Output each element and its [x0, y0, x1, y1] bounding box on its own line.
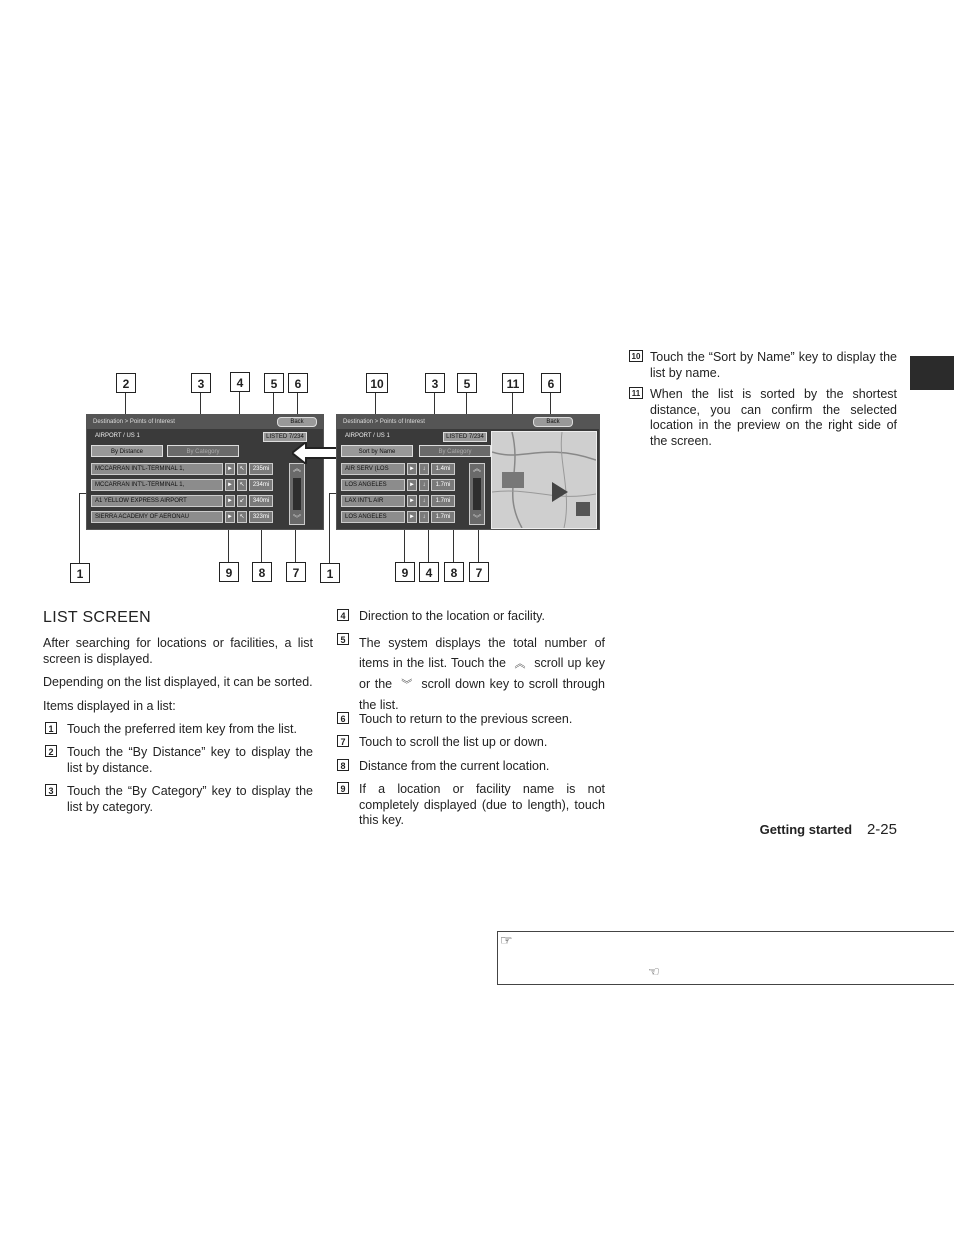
- distance-value: 323mi: [249, 511, 273, 523]
- direction-arrow-icon: ↓: [419, 479, 429, 491]
- distance-value: 1.7mi: [431, 511, 455, 523]
- item-number: 1: [45, 722, 57, 734]
- callout-9b: 9: [395, 562, 415, 582]
- direction-arrow-icon: ↖: [237, 479, 247, 491]
- callout-2: 2: [116, 373, 136, 393]
- list-item[interactable]: MCCARRAN INT'L-TERMINAL 1,: [91, 463, 223, 475]
- list-item[interactable]: MCCARRAN INT'L-TERMINAL 1,: [91, 479, 223, 491]
- list-item-description: Touch the preferred item key from the list.: [67, 722, 297, 736]
- left-screen: [86, 414, 324, 530]
- callout-1b: 1: [320, 563, 340, 583]
- list-item-description: Touch to return to the previous screen.: [359, 712, 573, 726]
- direction-arrow-icon: ↓: [419, 511, 429, 523]
- callout-6b: 6: [541, 373, 561, 393]
- item-number: 11: [629, 387, 643, 399]
- scroll-down-icon[interactable]: ︾: [473, 514, 481, 523]
- scroll-down-key-icon: ︾: [401, 679, 413, 691]
- distance-value: 1.7mi: [431, 479, 455, 491]
- list-item-description: Touch the “By Distance” key to display the list by distance.: [67, 745, 313, 775]
- expand-name-key[interactable]: ►: [225, 495, 235, 507]
- list-item-description: If a location or facility name is not completely displayed (due to length), touch this key.: [359, 782, 605, 827]
- scroll-track[interactable]: [293, 478, 301, 510]
- callout-7b: 7: [469, 562, 489, 582]
- item-number: 9: [337, 782, 349, 794]
- list-item[interactable]: A1 YELLOW EXPRESS AIRPORT: [91, 495, 223, 507]
- direction-arrow-icon: ↓: [419, 495, 429, 507]
- expand-name-key[interactable]: ►: [407, 479, 417, 491]
- callout-3: 3: [191, 373, 211, 393]
- item-number: 5: [337, 633, 349, 645]
- callout-5b: 5: [457, 373, 477, 393]
- item-number: 10: [629, 350, 643, 362]
- by-category-button[interactable]: By Category: [419, 445, 491, 457]
- list-item[interactable]: LOS ANGELES: [341, 479, 405, 491]
- item-number: 3: [45, 784, 57, 796]
- distance-value: 1.7mi: [431, 495, 455, 507]
- expand-name-key[interactable]: ►: [407, 495, 417, 507]
- item-number: 6: [337, 712, 349, 724]
- screen-subheader: AIRPORT / US 1: [345, 433, 390, 439]
- by-category-button[interactable]: By Category: [167, 445, 239, 457]
- scroll-down-icon[interactable]: ︾: [293, 514, 301, 523]
- section-title: LIST SCREEN: [43, 609, 151, 626]
- callout-1: 1: [70, 563, 90, 583]
- intro-paragraph: Items displayed in a list:: [43, 699, 176, 713]
- pointing-hand-icon: ☞: [500, 932, 513, 948]
- direction-arrow-icon: ↖: [237, 463, 247, 475]
- expand-name-key[interactable]: ►: [407, 463, 417, 475]
- expand-name-key[interactable]: ►: [225, 511, 235, 523]
- list-item-description: [359, 633, 605, 715]
- distance-value: 340mi: [249, 495, 273, 507]
- screen-header: Destination > Points of Interest: [87, 415, 323, 429]
- item-text: key or the: [359, 656, 605, 691]
- page-footer: [680, 821, 897, 839]
- distance-value: 1.4mi: [431, 463, 455, 475]
- scroll-bar[interactable]: [289, 463, 305, 525]
- item-number: 2: [45, 745, 57, 757]
- item-text: The system displays the total number of items in the list. Touch the: [359, 636, 605, 670]
- item-text: scroll down key to scroll through the list.: [359, 677, 605, 712]
- callout-8b: 8: [444, 562, 464, 582]
- callout-3b: 3: [425, 373, 445, 393]
- map-preview: [491, 431, 597, 529]
- expand-name-key[interactable]: ►: [407, 511, 417, 523]
- list-item[interactable]: AIR SERV (LOS: [341, 463, 405, 475]
- list-item[interactable]: LOS ANGELES: [341, 511, 405, 523]
- callout-8: 8: [252, 562, 272, 582]
- list-item[interactable]: SIERRA ACADEMY OF AERONAU: [91, 511, 223, 523]
- callout-9: 9: [219, 562, 239, 582]
- back-button[interactable]: Back: [533, 417, 573, 427]
- leader-line: [329, 493, 330, 563]
- callout-7: 7: [286, 562, 306, 582]
- list-item-description: When the list is sorted by the shortest distance, you can confirm the selected location in the preview on the right side of the screen.: [650, 387, 897, 448]
- list-count: LISTED 7/234: [263, 432, 307, 442]
- chapter-tab: [910, 356, 954, 390]
- item-text: scroll up: [534, 656, 582, 670]
- list-item[interactable]: LAX INT'L AIR: [341, 495, 405, 507]
- leader-line: [79, 493, 80, 563]
- list-item-description: Direction to the location or facility.: [359, 609, 545, 623]
- item-number: 7: [337, 735, 349, 747]
- scroll-track[interactable]: [473, 478, 481, 510]
- screen-header: Destination > Points of Interest: [337, 415, 599, 429]
- list-item-description: Touch the “By Category” key to display the list by category.: [67, 784, 313, 814]
- by-distance-button[interactable]: By Distance: [91, 445, 163, 457]
- scroll-up-key-icon: ︽: [514, 658, 526, 670]
- list-item-description: Touch to scroll the list up or down.: [359, 735, 548, 749]
- callout-6: 6: [288, 373, 308, 393]
- list-item-description: Touch the “Sort by Name” key to display the list by name.: [650, 350, 897, 380]
- intro-paragraph: After searching for locations or facilities, a list screen is displayed.: [43, 636, 313, 666]
- screen-subheader: AIRPORT / US 1: [95, 433, 140, 439]
- distance-value: 234mi: [249, 479, 273, 491]
- list-screen-figure: [70, 352, 600, 592]
- distance-value: 235mi: [249, 463, 273, 475]
- expand-name-key[interactable]: ►: [225, 479, 235, 491]
- callout-5: 5: [264, 373, 284, 393]
- note-box: [497, 931, 954, 985]
- page-number: 2-25: [866, 821, 897, 838]
- callout-4b: 4: [419, 562, 439, 582]
- expand-name-key[interactable]: ►: [225, 463, 235, 475]
- callout-4: 4: [230, 372, 250, 392]
- direction-arrow-icon: ↓: [419, 463, 429, 475]
- list-count: LISTED 7/234: [443, 432, 487, 442]
- direction-arrow-icon: ↙: [237, 495, 247, 507]
- item-number: 8: [337, 759, 349, 771]
- footer-title: Getting started: [759, 822, 853, 837]
- callout-11: 11: [502, 373, 524, 393]
- direction-arrow-icon: ↖: [237, 511, 247, 523]
- right-screen: [336, 414, 600, 530]
- list-item-description: Distance from the current location.: [359, 759, 550, 773]
- back-button[interactable]: Back: [277, 417, 317, 427]
- item-number: 4: [337, 609, 349, 621]
- scroll-up-icon[interactable]: ︽: [293, 464, 301, 473]
- intro-paragraph: Depending on the list displayed, it can be sorted.: [43, 675, 313, 689]
- pointing-hand-icon: ☜: [648, 964, 660, 979]
- map-roads: [492, 432, 596, 528]
- scroll-up-icon[interactable]: ︽: [473, 464, 481, 473]
- scroll-bar[interactable]: [469, 463, 485, 525]
- sort-by-name-button[interactable]: Sort by Name: [341, 445, 413, 457]
- callout-10: 10: [366, 373, 388, 393]
